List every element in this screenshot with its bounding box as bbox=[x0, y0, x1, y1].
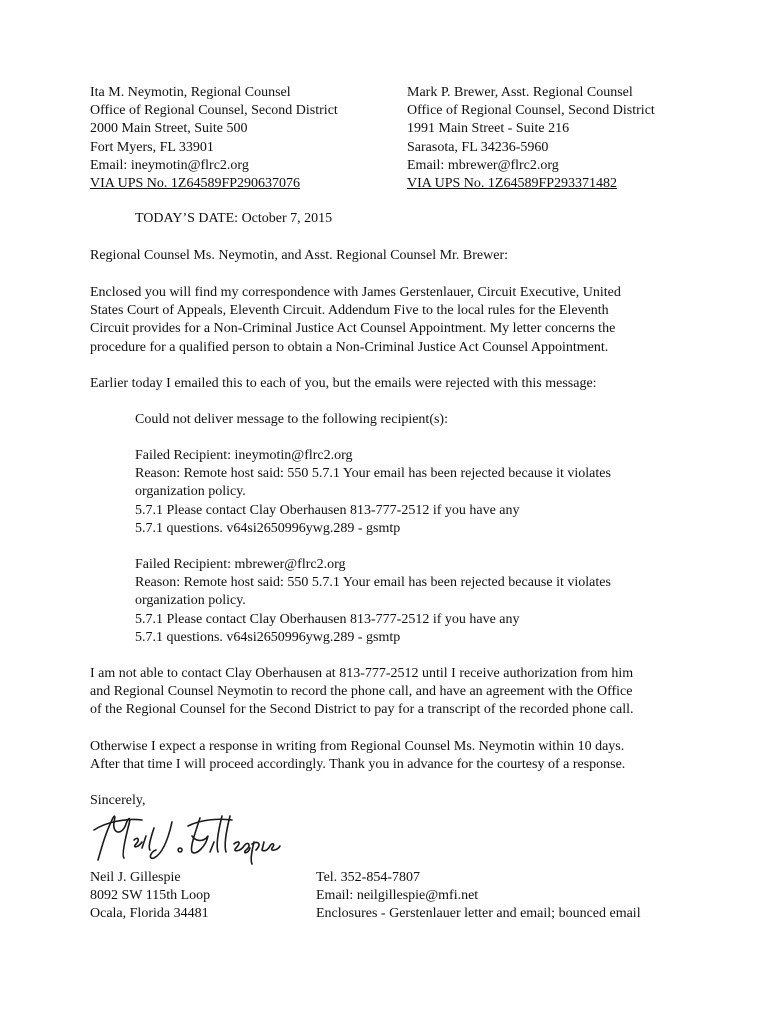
recipient-ups: VIA UPS No. 1Z64589FP290637076 bbox=[90, 176, 301, 192]
paragraph-line: Earlier today I emailed this to each of you, but the emails were rejected with this message: bbox=[90, 376, 597, 391]
date-line bbox=[135, 210, 695, 228]
recipient-ups: VIA UPS No. 1Z64589FP293371482 bbox=[407, 176, 618, 192]
recipient-office: Office of Regional Counsel, Second District bbox=[90, 103, 338, 119]
enclosures-note: Enclosures - Gerstenlauer letter and email; bounced email bbox=[316, 906, 641, 922]
sender-city: Ocala, Florida 34481 bbox=[90, 906, 209, 922]
paragraph-line: and Regional Counsel Neymotin to record the phone call, and have an agreement with the Office bbox=[90, 684, 633, 700]
recipient-street: 2000 Main Street, Suite 500 bbox=[90, 121, 248, 137]
recipient-name: Ita M. Neymotin, Regional Counsel bbox=[90, 85, 291, 100]
recipient-email: Email: ineymotin@flrc2.org bbox=[90, 157, 249, 173]
paragraph-line: Circuit provides for a Non-Criminal Justice Act Counsel Appointment. My letter concerns the bbox=[90, 321, 616, 337]
sender-street: 8092 SW 115th Loop bbox=[90, 888, 211, 904]
recipient-city: Fort Myers, FL 33901 bbox=[90, 139, 214, 155]
paragraph-contact bbox=[90, 665, 690, 720]
paragraph-response bbox=[90, 738, 690, 774]
paragraph-line: I am not able to contact Clay Oberhausen at 813-777-2512 until I receive authorization from him bbox=[90, 666, 634, 681]
paragraph-line: procedure for a qualified person to obtain a Non-Criminal Justice Act Counsel Appointment. bbox=[90, 339, 609, 355]
bounce-line: 5.7.1 questions. v64si2650996ywg.289 - gsmtp bbox=[135, 520, 401, 536]
sender-contact-block bbox=[316, 869, 736, 924]
paragraph-line: Otherwise I expect a response in writing from Regional Counsel Ms. Neymotin within 10 days. bbox=[90, 739, 625, 754]
sender-email: Email: neilgillespie@mfi.net bbox=[316, 888, 479, 904]
recipient-block-left bbox=[90, 84, 390, 193]
recipient-email: Email: mbrewer@flrc2.org bbox=[407, 157, 559, 173]
salutation bbox=[90, 247, 690, 265]
sender-name: Neil J. Gillespie bbox=[90, 870, 181, 885]
bounce-message-1 bbox=[135, 447, 695, 538]
paragraph-line: States Court of Appeals, Eleventh Circuit. Addendum Five to the local rules for the Eleventh bbox=[90, 303, 609, 319]
recipient-street: 1991 Main Street - Suite 216 bbox=[407, 121, 570, 137]
sender-phone: Tel. 352-854-7807 bbox=[316, 870, 421, 885]
salutation-text: Regional Counsel Ms. Neymotin, and Asst. Regional Counsel Mr. Brewer: bbox=[90, 248, 509, 263]
recipient-block-right bbox=[407, 84, 707, 193]
paragraph-line: Enclosed you will find my correspondence with James Gerstenlauer, Circuit Executive, United bbox=[90, 285, 621, 300]
paragraph-enclosed bbox=[90, 284, 690, 357]
bounce-line: organization policy. bbox=[135, 593, 246, 609]
recipient-name: Mark P. Brewer, Asst. Regional Counsel bbox=[407, 85, 633, 100]
paragraph-emails-rejected bbox=[90, 375, 690, 393]
date-text: TODAY’S DATE: October 7, 2015 bbox=[135, 211, 333, 226]
bounce-intro bbox=[135, 411, 695, 429]
bounce-message-2 bbox=[135, 556, 695, 647]
bounce-line: 5.7.1 Please contact Clay Oberhausen 813-777-2512 if you have any bbox=[135, 611, 520, 627]
bounce-line: 5.7.1 Please contact Clay Oberhausen 813-777-2512 if you have any bbox=[135, 502, 520, 518]
paragraph-line: After that time I will proceed accordingly. Thank you in advance for the courtesy of a response. bbox=[90, 757, 626, 773]
recipient-city: Sarasota, FL 34236-5960 bbox=[407, 139, 549, 155]
paragraph-line: of the Regional Counsel for the Second District to pay for a transcript of the recorded phone call. bbox=[90, 702, 634, 718]
bounce-line: organization policy. bbox=[135, 484, 246, 500]
sender-block bbox=[90, 869, 310, 924]
bounce-line: Failed Recipient: ineymotin@flrc2.org bbox=[135, 448, 353, 463]
bounce-intro-text: Could not deliver message to the following recipient(s): bbox=[135, 412, 448, 427]
bounce-line: 5.7.1 questions. v64si2650996ywg.289 - gsmtp bbox=[135, 629, 401, 645]
closing-text: Sincerely, bbox=[90, 793, 146, 808]
bounce-line: Failed Recipient: mbrewer@flrc2.org bbox=[135, 557, 346, 572]
signature-drawing bbox=[92, 806, 282, 866]
handwritten-signature bbox=[92, 806, 282, 872]
recipient-office: Office of Regional Counsel, Second District bbox=[407, 103, 655, 119]
bounce-line: Reason: Remote host said: 550 5.7.1 Your email has been rejected because it violates bbox=[135, 466, 611, 482]
bounce-line: Reason: Remote host said: 550 5.7.1 Your email has been rejected because it violates bbox=[135, 575, 611, 591]
